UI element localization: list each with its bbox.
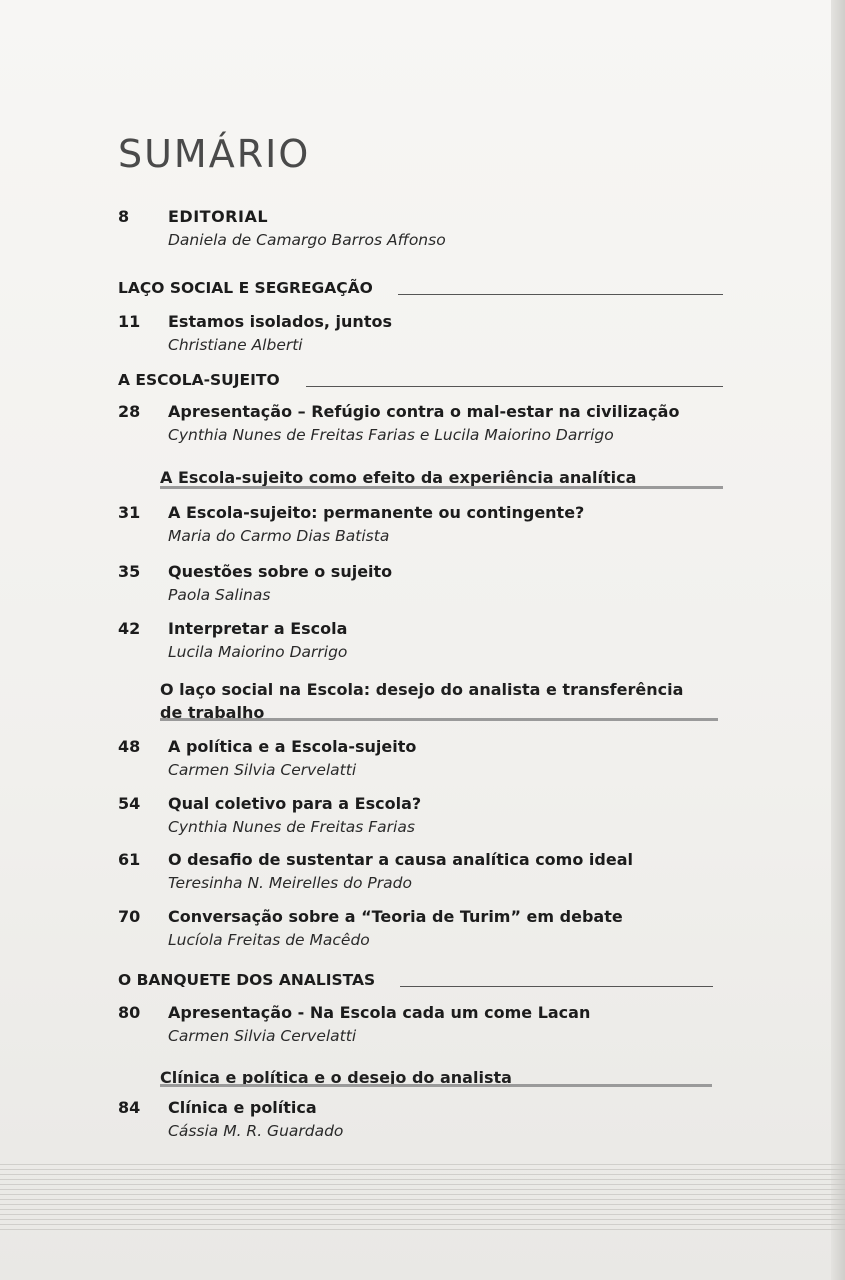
entry-title: Conversação sobre a “Teoria de Turim” em debate <box>168 907 623 926</box>
subsection-heading: O laço social na Escola: desejo do analista e transferência <box>160 680 684 699</box>
entry-title: O desafio de sustentar a causa analítica como ideal <box>168 850 633 869</box>
page-number: 11 <box>118 312 141 331</box>
page-number: 28 <box>118 402 141 421</box>
entry-title: Apresentação – Refúgio contra o mal-estar na civilização <box>168 402 680 421</box>
section-rule <box>306 386 723 387</box>
entry-title: Questões sobre o sujeito <box>168 562 393 581</box>
entry-author: Christiane Alberti <box>168 336 303 354</box>
subsection-rule <box>160 718 718 721</box>
entry-author: Lucíola Freitas de Macêdo <box>168 931 370 949</box>
entry-author: Carmen Silvia Cervelatti <box>168 1027 357 1045</box>
section-heading <box>118 371 280 393</box>
section-label: O BANQUETE DOS ANALISTAS <box>118 971 376 989</box>
page-number: 8 <box>118 207 130 226</box>
section-heading <box>118 279 373 301</box>
section-heading <box>118 971 375 993</box>
entry-author: Daniela de Camargo Barros Affonso <box>168 231 446 249</box>
page-number: 84 <box>118 1098 141 1117</box>
page-number: 61 <box>118 850 141 869</box>
page-stack-edge <box>0 1160 845 1230</box>
entry-author: Carmen Silvia Cervelatti <box>168 761 357 779</box>
page-number: 42 <box>118 619 141 638</box>
entry-author: Paola Salinas <box>168 586 271 604</box>
entry-author: Cynthia Nunes de Freitas Farias e Lucila Maiorino Darrigo <box>168 426 614 444</box>
entry-title: Estamos isolados, juntos <box>168 312 392 331</box>
entry-title: Apresentação - Na Escola cada um come Lacan <box>168 1003 591 1022</box>
entry-title: A Escola-sujeito: permanente ou contingente? <box>168 503 585 522</box>
entry-title: EDITORIAL <box>168 207 269 226</box>
section-label: A ESCOLA-SUJEITO <box>118 371 280 389</box>
subsection-heading: Clínica e política e o desejo do analista <box>160 1068 512 1087</box>
section-rule <box>398 294 723 295</box>
entry-title: Interpretar a Escola <box>168 619 348 638</box>
page-edge <box>831 0 845 1280</box>
subsection-heading-continued: de trabalho <box>160 703 265 722</box>
entry-author: Teresinha N. Meirelles do Prado <box>168 874 412 892</box>
entry-author: Cássia M. R. Guardado <box>168 1122 344 1140</box>
entry-author: Lucila Maiorino Darrigo <box>168 643 348 661</box>
page-number: 70 <box>118 907 141 926</box>
entry-author: Maria do Carmo Dias Batista <box>168 527 390 545</box>
page-number: 31 <box>118 503 141 522</box>
entry-title: Qual coletivo para a Escola? <box>168 794 422 813</box>
entry-title: Clínica e política <box>168 1098 317 1117</box>
subsection-rule <box>160 1084 712 1087</box>
entry-title: A política e a Escola-sujeito <box>168 737 417 756</box>
page-title: SUMÁRIO <box>118 132 311 176</box>
entry-author: Cynthia Nunes de Freitas Farias <box>168 818 415 836</box>
page-number: 80 <box>118 1003 141 1022</box>
section-label: LAÇO SOCIAL E SEGREGAÇÃO <box>118 279 373 297</box>
subsection-rule <box>160 486 723 489</box>
section-rule <box>400 986 713 987</box>
subsection-heading: A Escola-sujeito como efeito da experiência analítica <box>160 468 637 487</box>
page-number: 35 <box>118 562 141 581</box>
page-number: 54 <box>118 794 141 813</box>
page-number: 48 <box>118 737 141 756</box>
